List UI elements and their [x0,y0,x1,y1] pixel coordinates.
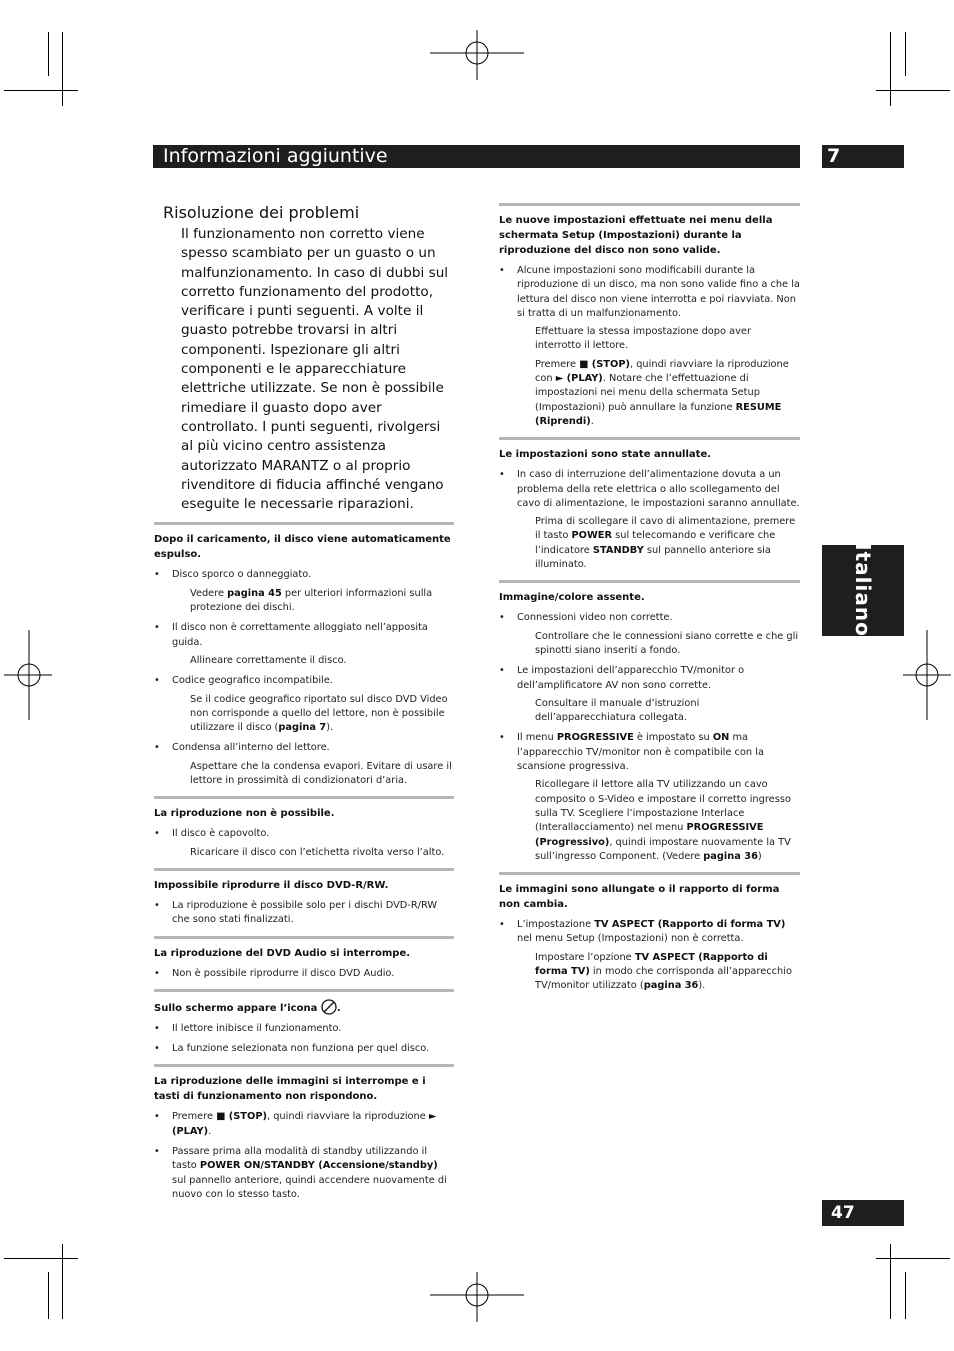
chapter-header-bar [153,145,800,168]
cause-item: • Il lettore inibisce il funzionamento. [154,1022,454,1036]
cause-item: • La riproduzione è possibile solo per i dischi DVD-R/RW che sono stati finalizzati. [154,899,454,928]
cause-item: • Il disco è capovolto. [154,827,454,841]
remedy-text: Ricollegare il lettore alla TV utilizzando un cavo composito o S-Video e impostare il corretto ingresso sulla TV. Scegliere l’impostazione Interlace (Interallacciamento) nel menu PROGRESSIVE (Progressivo), quindi impostare nuovamente la TV sull’ingresso Component. (Vedere pagina 36) [535,779,791,862]
trouble-heading: La riproduzione del DVD Audio si interrompe. [154,947,411,959]
cause-item: • La funzione selezionata non funziona per quel disco. [154,1042,454,1056]
cause-item: • Il disco non è correttamente alloggiato nell’apposita guida. [154,621,454,650]
remedy-text: Aspettare che la condensa evapori. Evitare di usare il lettore in prossimità di condizionatori d’aria. [190,760,452,787]
right-column [499,203,800,994]
remedy-text: Effettuare la stessa impostazione dopo aver interrotto il lettore. [535,326,751,352]
page-number-box [822,1200,904,1226]
remedy-text: Vedere pagina 45 per ulteriori informazioni sulla protezione dei dischi. [190,587,433,614]
cause-item: • Connessioni video non corrette. [499,611,800,625]
crop-mark [876,90,950,91]
trouble-section [154,1064,454,1202]
crop-mark [48,1272,49,1319]
prohibited-icon [321,999,337,1015]
cause-item: • Non è possibile riprodurre il disco DVD Audio. [154,967,454,981]
registration-mark [903,630,951,720]
cause-item: • Le impostazioni dell’apparecchio TV/monitor o dell’amplificatore AV non sono corrette. [499,664,800,693]
crop-mark [4,1258,78,1259]
crop-mark [4,90,78,91]
cause-item: • Il menu PROGRESSIVE è impostato su ON ma l’apparecchio TV/monitor non è compatibile con la scansione progressiva. [499,731,800,774]
trouble-section [154,522,454,788]
language-tab [822,545,904,636]
crop-mark [48,32,49,76]
section-title: Risoluzione dei problemi [163,203,360,222]
cause-item: • In caso di interruzione dell’alimentazione dovuta a un problema della rete elettrica o allo scollegamento del cavo di alimentazione, le impostazioni saranno annullate. [499,468,800,511]
trouble-section [154,989,454,1057]
crop-mark [62,32,63,106]
trouble-heading: Impossibile riprodurre il disco DVD-R/RW. [154,879,389,891]
trouble-heading: Le impostazioni sono state annullate. [499,449,712,461]
crop-mark [890,1244,891,1319]
remedy-text: Ricaricare il disco con l’etichetta rivolta verso l’alto. [190,846,445,858]
cause-item: • Premere ■ (STOP), quindi riavviare la riproduzione ► (PLAY). [154,1110,454,1139]
trouble-section [499,203,800,429]
trouble-section [499,437,800,572]
crop-mark [905,32,906,76]
cause-item: • Passare prima alla modalità di standby utilizzando il tasto POWER ON/STANDBY (Accensione/standby) sul pannello anteriore, quindi accendere nuovamente di nuovo con lo stesso tasto. [154,1145,454,1202]
language-label: Italiano [851,543,875,637]
trouble-section [499,872,800,993]
remedy-text: Prima di scollegare il cavo di alimentazione, premere il tasto POWER sul telecomando e verificare che l’indicatore STANDBY sul pannello anteriore sia illuminato. [535,516,796,571]
chapter-title: Informazioni aggiuntive [163,145,388,167]
cause-item: • Codice geografico incompatibile. [154,674,454,688]
page-number: 47 [831,1203,855,1223]
cause-item: • Disco sporco o danneggiato. [154,568,454,582]
intro-paragraph: Il funzionamento non corretto viene spesso scambiato per un guasto o un malfunzionamento. In caso di dubbi sul corretto funzionamento del prodotto, verificare i punti seguenti. A volte il guasto potrebbe trovarsi in altri componenti. Ispezionare gli altri componenti e le apparecchiature elettriche utilizzate. Se non è possibile rimediare il guasto dopo aver controllato. I punti seguenti, rivolgersi al più vicino centro assistenza autorizzato MARANTZ o al proprio rivenditore di fiducia affinché vengano eseguite le necessarie riparazioni. [181,226,449,513]
crop-mark [876,1258,950,1259]
remedy-text: Premere ■ (STOP), quindi riavviare la riproduzione con ► (PLAY). Notare che l’effettuazione di impostazioni nei menu della schermata Setup (Impostazioni) può annullare la funzione RESUME (Riprendi). [535,358,789,427]
trouble-heading: La riproduzione delle immagini si interrompe e i tasti di funzionamento non rispondono. [154,1076,426,1103]
cause-item: • Alcune impostazioni sono modificabili durante la riproduzione di un disco, ma non sono valide fino a che la lettura del disco non viene interrotta e poi riavviata. Non si tratta di un malfunzionamento. [499,264,800,321]
crop-mark [890,32,891,106]
trouble-heading: Le immagini sono allungate o il rapporto di forma non cambia. [499,884,780,911]
cause-item: • L’impostazione TV ASPECT (Rapporto di forma TV) nel menu Setup (Impostazioni) non è corretta. [499,918,800,947]
trouble-heading: Le nuove impostazioni effettuate nei menu della schermata Setup (Impostazioni) durante la riproduzione del disco non sono valide. [499,215,773,256]
registration-mark [4,630,52,720]
trouble-heading: Sullo schermo appare l’icona . [154,999,454,1016]
trouble-section [154,868,454,928]
trouble-heading: La riproduzione non è possibile. [154,808,335,820]
trouble-section [154,936,454,981]
trouble-section [499,580,800,864]
remedy-text: Allineare correttamente il disco. [190,654,347,666]
chapter-number: 7 [827,145,841,167]
chapter-number-box [822,145,904,168]
left-column [154,203,454,1202]
registration-mark [430,30,524,80]
trouble-heading: Immagine/colore assente. [499,592,645,604]
remedy-text: Impostare l’opzione TV ASPECT (Rapporto di forma TV) in modo che corrisponda all’apparecchio TV/monitor utilizzato (pagina 36). [535,951,792,992]
crop-mark [905,1272,906,1319]
trouble-heading: Dopo il caricamento, il disco viene automaticamente espulso. [154,534,451,561]
remedy-text: Consultare il manuale d’istruzioni dell’apparecchiatura collegata. [535,697,700,724]
remedy-text: Se il codice geografico riportato sul disco DVD Video non corrisponde a quello del lettore, non è possibile utilizzare il disco (pagina 7). [190,693,448,734]
remedy-text: Controllare che le connessioni siano corrette e che gli spinotti siano inseriti a fondo. [535,630,799,656]
cause-item: • Condensa all’interno del lettore. [154,741,454,755]
registration-mark [430,1272,524,1322]
trouble-section [154,796,454,860]
crop-mark [62,1244,63,1319]
